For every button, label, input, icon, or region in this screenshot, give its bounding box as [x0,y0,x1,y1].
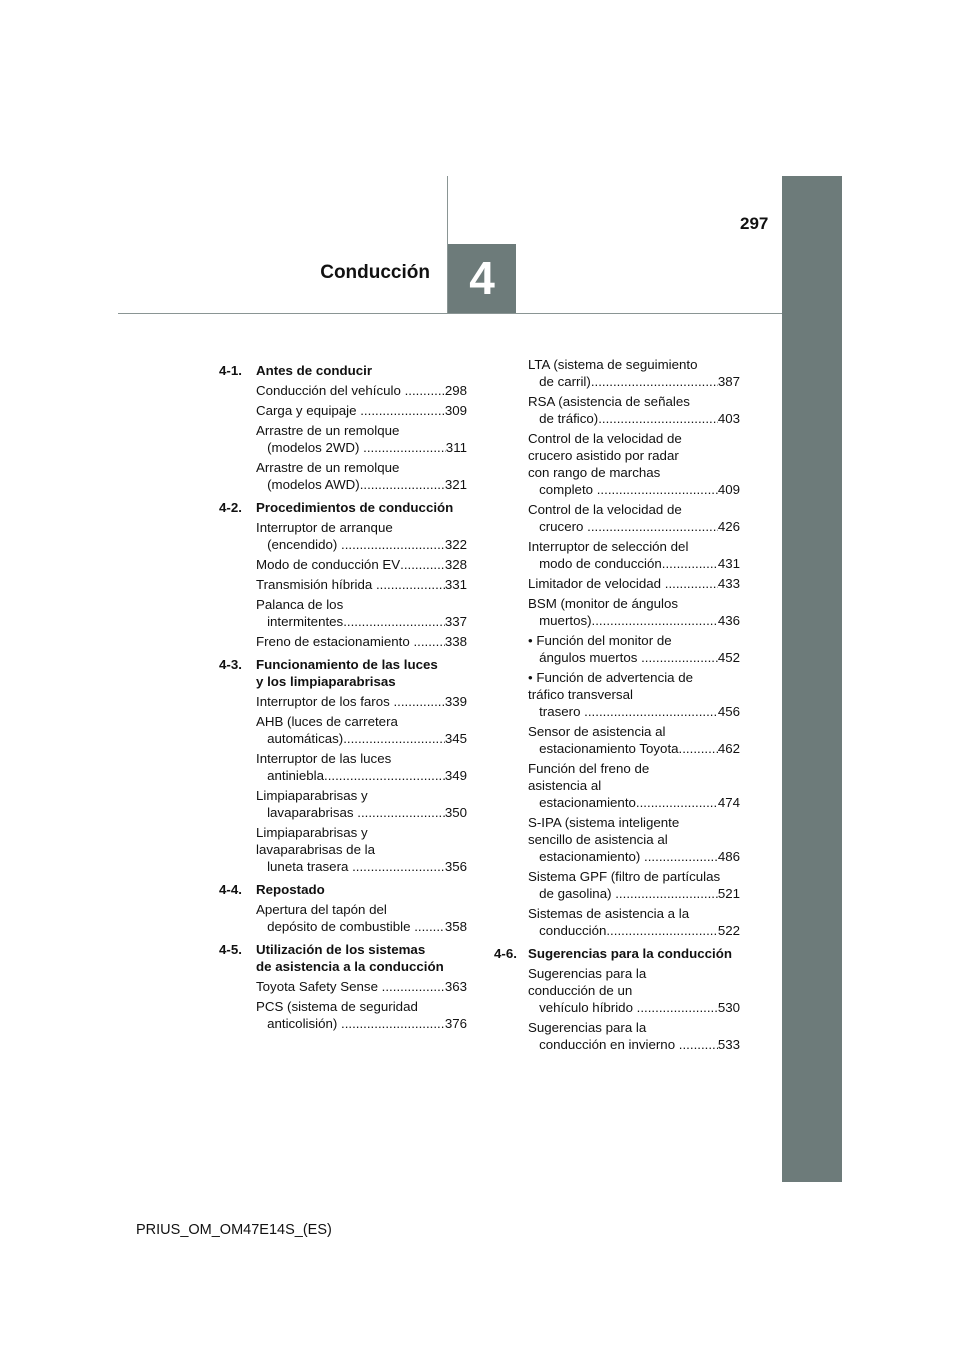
toc-section-title: Sugerencias para la conducción [528,946,732,961]
toc-entry-line [256,382,467,399]
toc-entry[interactable] [494,669,740,720]
toc-entry-label-end: Carga y equipaje [256,403,361,418]
toc-leader-dots [360,476,445,493]
toc-page-number: 403 [717,411,740,426]
toc-page-number: 337 [444,614,467,629]
toc-entry-label-end: trasero [528,704,585,719]
toc-entry-line [528,481,740,498]
toc-leader-dots [637,999,718,1016]
document-footer-code: PRIUS_OM_OM47E14S_(ES) [136,1222,332,1238]
toc-entry-label-end: estacionamiento) [528,849,645,864]
toc-section-number: 4-5. [219,942,242,957]
toc-page-number: 474 [717,795,740,810]
toc-entry[interactable] [494,356,740,390]
toc-section-number: 4-6. [494,946,517,961]
toc-section-heading[interactable] [219,941,467,975]
toc-entry-label-end: modo de conducción [528,556,662,571]
toc-entry-line [256,693,467,710]
toc-entry-line [528,848,740,865]
toc-page-number: 486 [717,849,740,864]
toc-entry[interactable] [494,393,740,427]
toc-entry-label: Interruptor de selección del [528,539,689,554]
toc-page-number: 331 [444,577,467,592]
toc-page-number: 376 [444,1016,467,1031]
toc-section-title: Repostado [256,882,325,897]
toc-continued-entries [494,356,740,939]
toc-page-number: 309 [444,403,467,418]
toc-entry-label-end: conducción en invierno [528,1037,679,1052]
toc-entry-line [256,858,467,875]
toc-entry-label: AHB (luces de carretera [256,714,398,729]
toc-entry[interactable] [219,596,467,630]
toc-leader-dots [405,382,445,399]
toc-entry-label-end: de carril) [528,374,591,389]
toc-entry-label-end: Modo de conducción EV [256,557,401,572]
toc-leader-dots [597,481,718,498]
toc-entry-line [528,885,740,902]
toc-entry-label: Sistemas de asistencia a la [528,906,690,921]
toc-page-number: 328 [444,557,467,572]
toc-page-number: 321 [444,477,467,492]
toc-page-number: 350 [444,805,467,820]
toc-entry-label: Arrastre de un remolque [256,460,400,475]
toc-entry-label: Sugerencias para la conducción de un [528,966,647,998]
toc-page-number: 533 [717,1037,740,1052]
toc-entry-line [256,767,467,784]
toc-entry[interactable] [494,905,740,939]
toc-left-column [219,356,467,1035]
toc-entry[interactable] [494,723,740,757]
toc-entry-label-end: Toyota Safety Sense [256,979,382,994]
toc-entry[interactable] [219,693,467,710]
toc-section-title: Utilización de los sistemas de asistencia a la conducción [256,942,444,974]
toc-entry-label: RSA (asistencia de señales [528,394,690,409]
toc-leader-dots [413,633,444,650]
toc-section [219,362,467,493]
toc-entry[interactable] [219,713,467,747]
toc-leader-dots [679,740,718,757]
toc-leader-dots [636,794,718,811]
toc-entry[interactable] [219,576,467,593]
toc-page-number: 522 [717,923,740,938]
toc-entry-line [528,373,740,390]
toc-page-number: 338 [444,634,467,649]
toc-section-number: 4-2. [219,500,242,515]
toc-entry-label-end: de tráfico) [528,411,599,426]
toc-entry-label-end: (encendido) [256,537,342,552]
toc-entry-line [256,804,467,821]
toc-entry-label-end: luneta trasera [256,859,353,874]
toc-leader-dots [400,556,445,573]
toc-entry[interactable] [219,382,467,399]
toc-entry-label-end: anticolisión) [256,1016,341,1031]
toc-entry-label: PCS (sistema de seguridad [256,999,418,1014]
toc-entry-line [256,978,467,995]
toc-entry-label-end: muertos) [528,613,592,628]
toc-page-number: 426 [717,519,740,534]
toc-entry-line [256,439,467,456]
toc-entry[interactable] [219,824,467,875]
toc-entry-line [256,730,467,747]
toc-entry[interactable] [494,965,740,1016]
toc-page-number: 356 [444,859,467,874]
chapter-side-tab [782,176,842,1182]
toc-page-number: 358 [444,919,467,934]
toc-leader-dots [414,918,445,935]
toc-entry[interactable] [219,633,467,650]
toc-entry[interactable] [494,868,740,902]
toc-entry[interactable] [219,402,467,419]
toc-entry-label: Sugerencias para la [528,1020,647,1035]
toc-entry-label-end: Freno de estacionamiento [256,634,414,649]
toc-leader-dots [360,402,445,419]
toc-entry-label: Función del freno de asistencia al [528,761,650,793]
toc-entry-label: Control de la velocidad de [528,502,682,517]
header-horizontal-rule [118,313,782,314]
toc-entry-line [528,575,740,592]
toc-entry-label-end: Interruptor de los faros [256,694,394,709]
toc-entry-line [528,518,740,535]
toc-entry-label: S-IPA (sistema inteligente sencillo de asistencia al [528,815,680,847]
toc-entry-label: Sistema GPF (filtro de partículas [528,869,721,884]
toc-leader-dots [382,978,445,995]
toc-entry-label-end: (modelos 2WD) [256,440,364,455]
toc-entry-label: Limpiaparabrisas y lavaparabrisas de la [256,825,376,857]
toc-entry-label-end: intermitentes [256,614,344,629]
toc-leader-dots [644,848,718,865]
toc-leader-dots [352,858,445,875]
toc-entry-line [528,555,740,572]
toc-entry-line [256,556,467,573]
toc-leader-dots [615,885,718,902]
toc-entry-label: BSM (monitor de ángulos [528,596,679,611]
toc-page-number: 433 [717,576,740,591]
toc-entry[interactable] [219,459,467,493]
toc-section [219,499,467,650]
toc-entry-label-end: vehículo híbrido [528,1000,637,1015]
toc-entry[interactable] [494,538,740,572]
toc-entry-line [528,612,740,629]
toc-section-heading[interactable] [219,499,467,516]
toc-entry[interactable] [494,1019,740,1053]
toc-page-number: 345 [444,731,467,746]
toc-entry-label: Limpiaparabrisas y [256,788,368,803]
toc-leader-dots [376,576,445,593]
toc-entry-label: Interruptor de arranque [256,520,393,535]
toc-section-heading[interactable] [219,881,467,898]
toc-entry-label-end: estacionamiento Toyota [528,741,679,756]
toc-leader-dots [665,575,718,592]
toc-page-number: 431 [717,556,740,571]
toc-section [219,881,467,935]
toc-page-number: 339 [444,694,467,709]
toc-entry-line [256,402,467,419]
toc-leader-dots [584,703,718,720]
toc-entry[interactable] [494,632,740,666]
toc-leader-dots [324,767,445,784]
toc-leader-dots [606,922,717,939]
toc-leader-dots [641,649,718,666]
toc-entry-label: Palanca de los [256,597,344,612]
toc-section-heading[interactable] [219,656,467,690]
toc-section-heading[interactable] [219,362,467,379]
toc-leader-dots [357,804,445,821]
toc-entry[interactable] [219,750,467,784]
toc-entry[interactable] [494,501,740,535]
toc-entry-line [256,613,467,630]
toc-page-number: 436 [717,613,740,628]
toc-entry-label-end: antiniebla [256,768,325,783]
toc-entry[interactable] [219,978,467,995]
toc-entry-line [256,476,467,493]
toc-entry-line [528,703,740,720]
toc-entry-label: Sensor de asistencia al [528,724,666,739]
toc-right-column [494,356,740,1056]
toc-entry-line [256,633,467,650]
toc-page-number: 521 [717,886,740,901]
toc-entry-label: • Función del monitor de [528,633,672,648]
toc-page-number: 409 [717,482,740,497]
toc-entry-label-end: Transmisión híbrida [256,577,376,592]
toc-entry-label: Interruptor de las luces [256,751,392,766]
toc-leader-dots [341,1015,445,1032]
toc-entry[interactable] [219,787,467,821]
toc-entry-line [528,794,740,811]
chapter-title: Conducción [320,262,430,283]
toc-leader-dots [679,1036,718,1053]
toc-section-title: Funcionamiento de las luces y los limpiaparabrisas [256,657,438,689]
toc-entry-line [256,536,467,553]
toc-page-number: 530 [717,1000,740,1015]
toc-entry-label-end: lavaparabrisas [256,805,358,820]
toc-section-heading[interactable] [494,945,740,962]
toc-entry[interactable] [219,556,467,573]
page-number: 297 [740,214,769,233]
toc-section [494,945,740,1053]
chapter-number-box: 4 [448,244,516,313]
toc-page-number: 452 [717,650,740,665]
toc-leader-dots [591,373,718,390]
toc-entry[interactable] [494,595,740,629]
toc-page-number: 349 [444,768,467,783]
toc-leader-dots [592,612,718,629]
toc-entry-label-end: depósito de combustible [256,919,415,934]
toc-leader-dots [662,555,718,572]
toc-page-number: 462 [717,741,740,756]
toc-leader-dots [598,410,718,427]
toc-entry[interactable] [494,430,740,498]
toc-section-title: Antes de conducir [256,363,372,378]
toc-section-number: 4-1. [219,363,242,378]
toc-section [219,656,467,875]
toc-section-number: 4-4. [219,882,242,897]
toc-page-number: 387 [717,374,740,389]
toc-entry[interactable] [494,760,740,811]
toc-leader-dots [587,518,718,535]
toc-entry-line [256,918,467,935]
toc-entry-line [256,1015,467,1032]
toc-entry-line [528,922,740,939]
toc-leader-dots [343,730,445,747]
toc-entry[interactable] [219,519,467,553]
toc-entry[interactable] [219,901,467,935]
toc-leader-dots [363,439,446,456]
toc-section-title: Procedimientos de conducción [256,500,454,515]
toc-entry-label-end: conducción [528,923,607,938]
toc-entry-label-end: completo [528,482,597,497]
toc-leader-dots [341,536,445,553]
toc-entry-label: Apertura del tapón del [256,902,387,917]
toc-entry-label-end: Conducción del vehículo [256,383,405,398]
toc-page-number: 311 [445,440,467,455]
toc-entry-label: Arrastre de un remolque [256,423,400,438]
toc-entry-label-end: automáticas) [256,731,344,746]
toc-page-number: 322 [444,537,467,552]
toc-entry[interactable] [494,814,740,865]
toc-entry-line [528,740,740,757]
toc-entry-label: • Función de advertencia de tráfico transversal [528,670,694,702]
toc-entry-line [256,576,467,593]
toc-page-number: 363 [444,979,467,994]
toc-entry-line [528,649,740,666]
toc-page-number: 298 [444,383,467,398]
toc-page-number: 456 [717,704,740,719]
toc-entry-label-end: ángulos muertos [528,650,642,665]
toc-section [219,941,467,1032]
toc-entry[interactable] [219,998,467,1032]
toc-entry-label-end: de gasolina) [528,886,616,901]
toc-leader-dots [393,693,444,710]
toc-entry-label: LTA (sistema de seguimiento [528,357,698,372]
toc-entry-label-end: crucero [528,519,588,534]
toc-entry-label-end: Limitador de velocidad [528,576,665,591]
toc-entry[interactable] [494,575,740,592]
toc-section-number: 4-3. [219,657,242,672]
toc-leader-dots [343,613,445,630]
toc-entry-line [528,999,740,1016]
toc-entry-label: Control de la velocidad de crucero asistido por radar con rango de marchas [528,431,682,480]
toc-entry-label-end: estacionamiento [528,795,636,810]
toc-entry-line [528,1036,740,1053]
toc-entry[interactable] [219,422,467,456]
toc-entry-label-end: (modelos AWD) [256,477,360,492]
toc-entry-line [528,410,740,427]
